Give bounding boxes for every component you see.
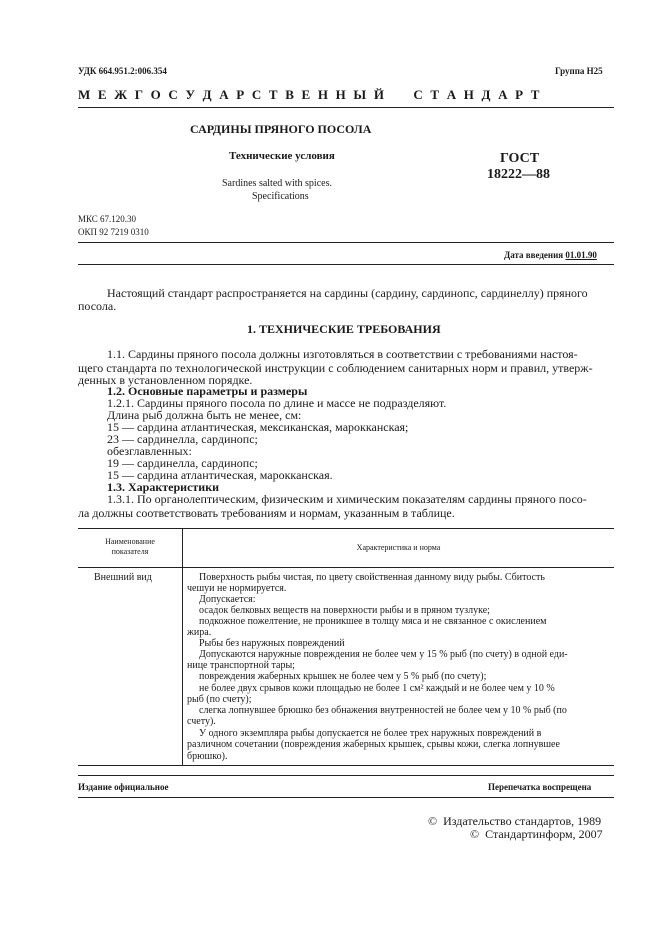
paragraph-line: ла должны соответствовать требованиям и нормам, указанным в таблице. [78,506,455,520]
reprint-label: Перепечатка воспрещена [488,782,592,792]
okp-code: ОКП 92 7219 0310 [78,227,149,237]
table-cell-line: чешуи не нормируется. [187,583,287,594]
intro-date-label: Дата введения [504,250,564,260]
table-cell-line: нице транспортной тары; [187,660,295,671]
paragraph-line: Длина рыб должна быть не менее, см: [107,408,302,422]
table-cell-line: повреждения жаберных крышек не более чем у 5 % рыб (по счету); [199,671,487,682]
table-cell-line: различном сочетании (повреждения жаберных крышек, срывы кожи, слегка лопнувшее [187,739,560,750]
subsection-heading: 1.2. Основные параметры и размеры [107,384,308,398]
header-divider [78,107,614,108]
english-title-line2: Specifications [252,191,309,202]
document-title: САРДИНЫ ПРЯНОГО ПОСОЛА [190,122,372,136]
udk-code: УДК 664.951.2:006.354 [78,66,167,76]
table-column-divider [182,528,183,765]
table-header-col2: Характеристика и норма [356,543,441,552]
paragraph-line: 15 — сардина атлантическая, марокканская. [107,468,333,482]
standard-banner: М Е Ж Г О С У Д А Р С Т В Е Н Н Ы Й С Т А Н Д А Р Т [78,87,542,102]
paragraph-line: щего стандарта по технологической инструкции с соблюдением санитарных норм и правил, утверж- [78,361,593,375]
table-top-border [78,528,614,529]
paragraph-line: 1.3.1. По органолептическим, физическим и химическим показателям сардины пряного посо- [107,492,587,506]
paragraph-line: 1.2.1. Сардины пряного посола по длине и массе не подразделяют. [107,396,447,410]
intro-line: Настоящий стандарт распространяется на сардины (сардину, сардинопс, сардинеллу) пряного [107,286,588,300]
table-cell-line: Рыбы без наружных повреждений [199,638,345,649]
group-code: Группа Н25 [555,66,603,76]
table-cell-line: рыб (по счету); [187,694,252,705]
table-header-text: Наименование [105,537,155,546]
mks-code: МКС 67.120.30 [78,214,137,224]
paragraph-line: 15 — сардина атлантическая, мексиканская, марокканская; [107,420,409,434]
copyright-line: © Издательство стандартов, 1989 [428,814,602,828]
document-subtitle: Технические условия [229,150,335,162]
table-cell-line: слегка лопнувшее брюшко без обнажения внутренностей не более чем у 10 % рыб (по [199,705,567,716]
paragraph-line: 1.1. Сардины пряного посола должны изготовляться в соответствии с требованиями настоя- [107,347,578,361]
table-cell-line: осадок белковых веществ на поверхности рыбы и в пряном тузлуке; [199,605,490,616]
table-header-border [78,567,614,568]
paragraph-line: обезглавленных: [107,444,192,458]
copyright-line: © Стандартинформ, 2007 [470,827,603,841]
table-cell-line: подкожное пожелтение, не проникшее в толщу мяса и не связанное с окислением [199,616,547,627]
table-cell-line: Допускаются наружные повреждения не более чем у 15 % рыб (по счету) в одной еди- [199,649,568,660]
intro-date [504,250,597,260]
intro-line: посола. [78,299,117,313]
footer-divider [78,775,614,776]
paragraph-line: 23 — сардинелла, сардинопс; [107,432,258,446]
intro-date-value: 01.01.90 [565,250,597,260]
gost-number: 18222—88 [487,167,550,182]
table-cell-line: брюшко). [187,751,228,762]
subsection-heading: 1.3. Характеристики [107,480,220,494]
date-divider [78,264,614,265]
table-cell-line: жира. [187,627,212,638]
paragraph-line: денных в установленном порядке. [78,373,253,387]
table-cell-line: счету). [187,716,216,727]
table-header-col1 [78,537,182,557]
table-cell-line: Поверхность рыбы чистая, по цвету свойственная данному виду рыбы. Сбитость [199,572,545,583]
section-heading: 1. ТЕХНИЧЕСКИЕ ТРЕБОВАНИЯ [247,322,441,336]
table-row-name: Внешний вид [94,572,152,583]
table-header-text: показателя [111,547,149,556]
table-bottom-border [78,765,614,766]
edition-label: Издание официальное [78,782,169,792]
english-title-line1: Sardines salted with spices. [222,178,332,189]
codes-divider [78,242,614,243]
table-cell-line: У одного экземпляра рыбы допускается не более трех наружных повреждений в [199,728,542,739]
table-cell-line: Допускается: [199,594,256,605]
table-cell-line: не более двух срывов кожи площадью не более 1 см² каждый и не более чем у 10 % [199,683,555,694]
footer-bottom-divider [78,797,614,798]
gost-label: ГОСТ [500,151,540,166]
paragraph-line: 19 — сардинелла, сардинопс; [107,456,258,470]
